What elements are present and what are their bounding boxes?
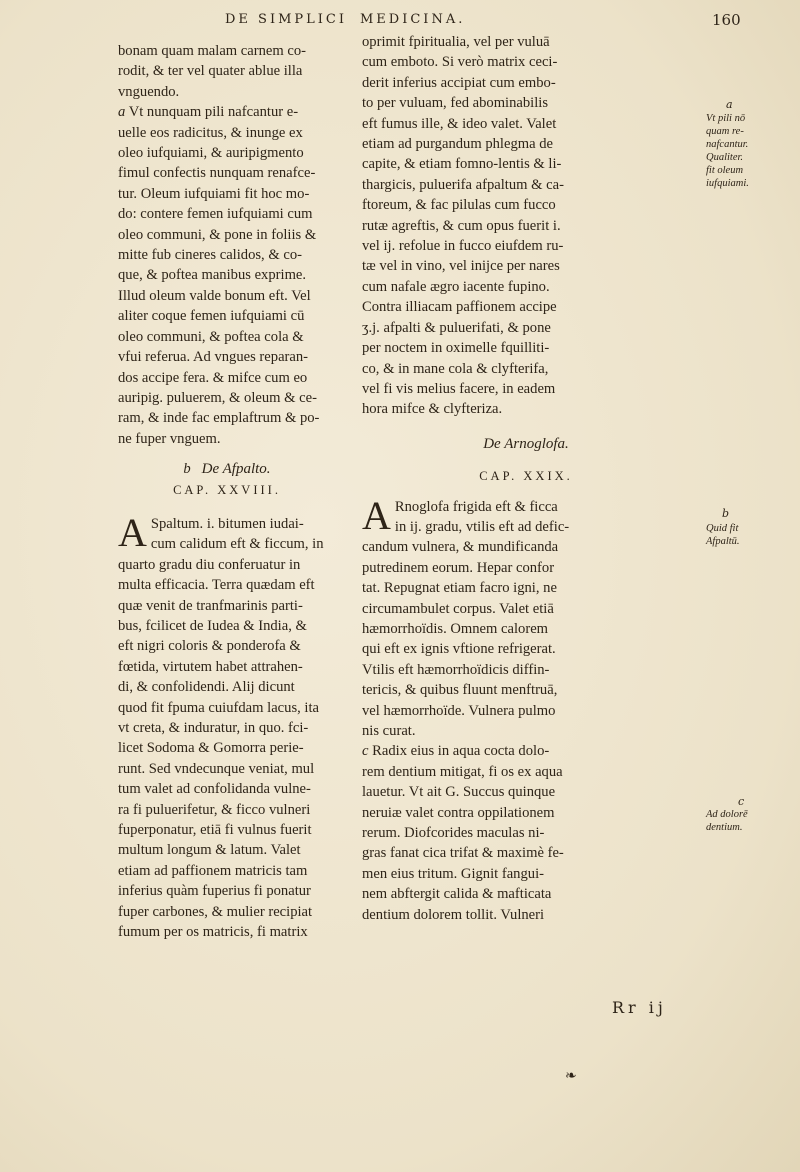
right-text-column	[362, 32, 690, 925]
signature-mark: Rr ij	[612, 998, 667, 1017]
margin-letter-c: c	[738, 795, 745, 808]
chapter-number-29: CAP. XXIX.	[479, 469, 573, 484]
margin-letter-b: b	[722, 507, 730, 520]
chapter-28-body: quarto gradu diu conferuatur in multa efficacia. Terra quædam eft quæ venit de tranfmarinis parti- bus, fcilicet de Iudea & India, & eft nigri coloris & ponderofa & fœtida, virtutem habet attrahen- di, & confolidendi. Alij dicunt quod fit fpuma cuiufdam lacus, ita vt creta, & induratur, in quo. fci- licet Sodoma & Gomorra perie- runt. Sed vndecunque veniat, mul tum valet ad confolidanda vulne- ra fi puluerifetur, & ficco vulneri fuperponatur, etiā fi vulnus fuerit multum longum & latum. Valet etiam ad paffionem matricis tam inferius quàm fuperius fi ponatur fuper carbones, & mulier recipiat fumum per os matricis, fi matrix	[118, 556, 320, 941]
right-paragraph-3-text: Radix eius in aqua cocta dolo- rem dentium mitigat, fi os ex aqua lauetur. Vt ait G. Succus quinque neruiæ valet contra oppilationem rerum. Diofcorides maculas ni- gras fanat cica trifat & maximè fe- men eius tritum. Gignit fangui- nem abftergit calida & mafticata dentium dolorem tollit. Vulneri	[362, 743, 564, 923]
right-paragraph-1: oprimit fpiritualia, vel per vuluā cum emboto. Si verò matrix ceci- derit inferius accipiat cum embo- to per vuluam, fed abominabilis eft fumus ille, & ideo valet. Valet etiam ad purgandum phlegma de capite, & etiam fomno-lentis & li- thargicis, puluerifa afpaltum & ca- ftoreum, & fac pilulas cum fucco rutæ agreftis, & cum opus fuerit i. vel ij. refolue in fucco eiufdem ru- tæ vel in vino, vel inijce per nares cum nafale ægro iacente fupino. Contra illiacam paffionem accipe ʒ.j. afpalti & puluerifati, & pone per noctem in oximelle fquilliti- co, & in mane cola & clyfterifa, vel fi vis melius facere, in eadem hora mifce & clyfteriza.	[362, 34, 564, 418]
margin-letter-a: a	[726, 98, 733, 111]
dropcap-a-2: A	[362, 492, 391, 538]
chapter-heading-aspalto	[118, 459, 336, 479]
margin-note-c: Ad dolorē dentium.	[706, 809, 748, 833]
chapter-28-first-lines: Spaltum. i. bitumen iudai- cum calidum eft & ficcum, in	[150, 515, 324, 553]
chapter-29-body: candum vulnera, & mundificanda putredinem eorum. Hepar confor tat. Repugnat etiam facro igni, ne circumambulet corpus. Valet etiā hæmorrhoïdis. Omnem calorem qui eft ex ignis vftione refrigerat. Vtilis eft hæmorrhoïdicis diffin- tericis, & quibus fluunt menftruā, vel hæmorrhoïde. Vulnera pulmo nis curat.	[362, 539, 559, 739]
running-head-right: MEDICINA.	[360, 12, 466, 27]
chapter-number-28: CAP. XXVIII.	[173, 482, 281, 497]
chapter-29-opening	[362, 492, 690, 538]
fleuron-icon: ❧	[565, 1068, 577, 1084]
note-marker-a: a	[118, 104, 126, 121]
left-paragraph-2-text: Vt nunquam pili nafcantur e- uelle eos radicitus, & inunge ex oleo iufquiami, & auripigmento fimul confectis nunquam renafce- tur. Oleum iufquiami fit hoc mo- do: contere femen iufquiami cum oleo communi, & pone in foliis & mitte fub cineres calidos, & co- que, & poftea manibus exprime. Illud oleum valde bonum eft. Vel aliter coque femen iufquiami cū oleo communi, & poftea cola & vfui referua. Ad vngues reparan- dos accipe fera. & mifce cum eo auripig. puluerem, & oleum & ce- ram, & inde fac emplaftrum & po- ne fuper vnguem.	[118, 104, 320, 447]
left-text-column	[118, 41, 336, 942]
left-paragraph-1: bonam quam malam carnem co- rodit, & ter vel quater ablue illa vnguendo.	[118, 43, 307, 100]
margin-note-a: Vt pili nō quam re- nafcantur. Qualiter. fit oleum iufquiami.	[706, 113, 749, 189]
left-paragraph-2	[118, 102, 336, 449]
chapter-29-first-lines: Rnoglofa frigida eft & ficca in ij. gradu, vtilis eft ad defic-	[394, 498, 570, 535]
folio-number: 160	[712, 11, 741, 29]
note-marker-b: b	[183, 461, 191, 478]
dropcap-a: A	[118, 509, 147, 555]
running-head-left: DE SIMPLICI	[225, 12, 347, 27]
chapter-28-opening	[118, 509, 336, 555]
chapter-title-arnoglosa: De Arnoglofa.	[483, 435, 569, 452]
note-marker-c: c	[362, 743, 369, 760]
margin-note-b: Quid fit Afpaltū.	[706, 523, 740, 547]
chapter-title-aspalto: De Afpalto.	[201, 461, 271, 478]
right-paragraph-3	[362, 741, 690, 925]
